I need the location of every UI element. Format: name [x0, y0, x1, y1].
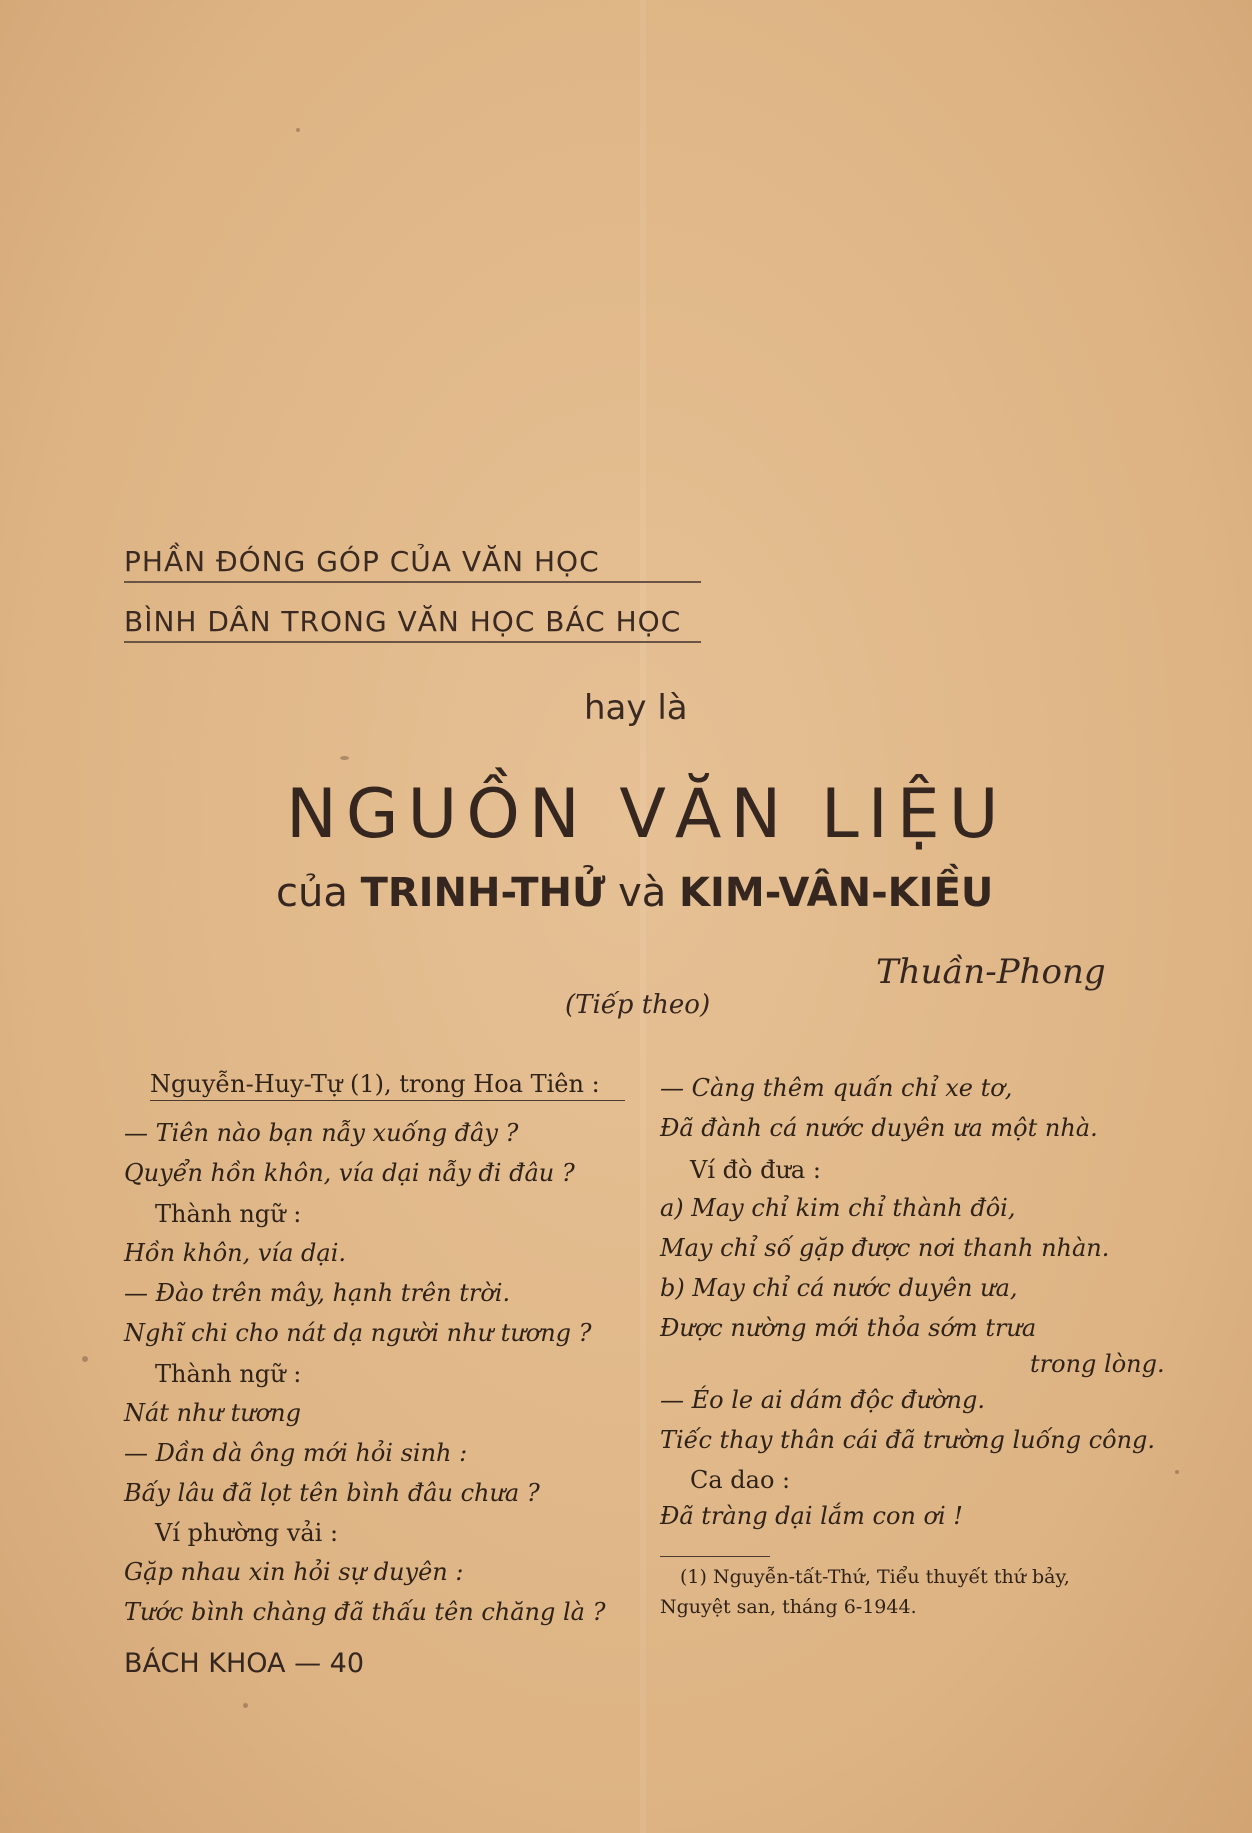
verse-line: May chỉ số gặp được nơi thanh nhàn.: [660, 1234, 1110, 1262]
verse-line: Tiếc thay thân cái đã trường luống công.: [660, 1426, 1156, 1454]
verse-line: Đã tràng dại lắm con ơi !: [660, 1502, 963, 1530]
paper-speck: [243, 1703, 248, 1708]
idiom-label: Ca dao :: [690, 1466, 791, 1494]
author-signature: Thuần-Phong: [876, 952, 1106, 992]
footnote-line-2: Nguyệt san, tháng 6-1944.: [660, 1596, 917, 1618]
verse-line: b) May chỉ cá nước duyên ưa,: [660, 1274, 1018, 1302]
verse-line: a) May chỉ kim chỉ thành đôi,: [660, 1194, 1016, 1222]
footnote-line-1: (1) Nguyễn-tất-Thứ, Tiểu thuyết thứ bảy,: [680, 1566, 1070, 1588]
subtitle-kim-van-kieu: KIM-VÂN-KIỀU: [679, 870, 994, 916]
verse-line: Nghĩ chi cho nát dạ người như tương ?: [124, 1319, 592, 1347]
verse-line: Tước bình chàng đã thấu tên chăng là ?: [124, 1598, 606, 1626]
header-line-1: PHẦN ĐÓNG GÓP CỦA VĂN HỌC: [124, 545, 701, 583]
verse-line: Được nường mới thỏa sớm trưa: [660, 1314, 1037, 1342]
subtitle-va: và: [618, 870, 667, 916]
left-intro: Nguyễn-Huy-Tự (1), trong Hoa Tiên :: [150, 1070, 625, 1101]
continued-note: (Tiếp theo): [565, 990, 711, 1020]
idiom-label: Ví đò đưa :: [690, 1156, 821, 1184]
subtitle-trinh-thu: TRINH-THỬ: [360, 870, 606, 916]
article-subtitle: [276, 870, 993, 916]
idiom-label: Thành ngữ :: [155, 1360, 302, 1388]
verse-line: Đã đành cá nước duyên ưa một nhà.: [660, 1114, 1098, 1142]
verse-line: — Tiên nào bạn nẫy xuống đây ?: [124, 1119, 519, 1147]
page-fold: [640, 0, 646, 1833]
paper-speck: [296, 128, 300, 132]
footnote-rule: [660, 1556, 770, 1557]
hay-la-label: hay là: [584, 688, 688, 728]
header-line-2: BÌNH DÂN TRONG VĂN HỌC BÁC HỌC: [124, 605, 701, 643]
verse-line: Hồn khôn, vía dại.: [124, 1239, 347, 1267]
verse-line: — Dần dà ông mới hỏi sinh :: [124, 1439, 468, 1467]
paper-speck: [82, 1356, 88, 1362]
verse-line: Gặp nhau xin hỏi sự duyên :: [124, 1558, 464, 1586]
article-title: NGUỒN VĂN LIỆU: [286, 775, 1008, 854]
verse-line: — Càng thêm quấn chỉ xe tơ,: [660, 1074, 1013, 1102]
paper-speck: [340, 756, 349, 760]
paper-speck: [1175, 1470, 1179, 1474]
verse-line: trong lòng.: [1030, 1350, 1165, 1378]
verse-line: Nát như tương: [124, 1399, 301, 1427]
verse-line: — Đào trên mây, hạnh trên trời.: [124, 1279, 511, 1307]
verse-line: Quyển hồn khôn, vía dại nẫy đi đâu ?: [124, 1159, 575, 1187]
verse-line: — Éo le ai dám độc đường.: [660, 1386, 986, 1414]
idiom-label: Thành ngữ :: [155, 1200, 302, 1228]
page-footer: BÁCH KHOA — 40: [124, 1648, 365, 1679]
idiom-label: Ví phường vải :: [155, 1519, 339, 1547]
subtitle-cua: của: [276, 870, 348, 916]
verse-line: Bấy lâu đã lọt tên bình đâu chưa ?: [124, 1479, 540, 1507]
